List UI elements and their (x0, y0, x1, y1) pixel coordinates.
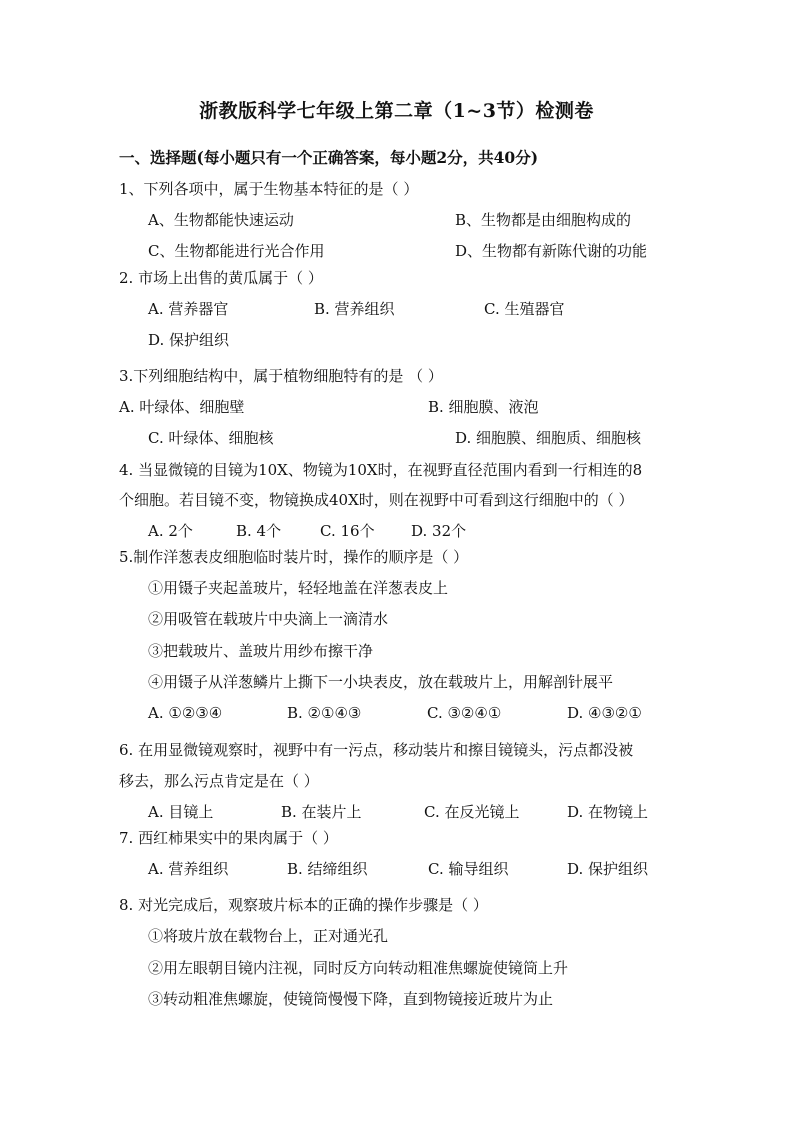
question-1-option-d: D、生物都有新陈代谢的功能 (455, 242, 648, 260)
question-8-step-1: ①将玻片放在载物台上，正对通光孔 (148, 927, 389, 945)
question-4-stem-line1: 4. 当显微镜的目镜为10X、物镜为10X时，在视野直径范围内看到一行相连的8 (119, 461, 643, 479)
question-1-stem: 1、下列各项中，属于生物基本特征的是（ ） (119, 180, 419, 198)
question-6-stem-line1: 6. 在用显微镜观察时，视野中有一污点，移动装片和擦目镜镜头，污点都没被 (119, 741, 634, 759)
question-4-stem-line2: 个细胞。若目镜不变，物镜换成40X时，则在视野中可看到这行细胞中的（ ） (119, 491, 634, 509)
section-heading: 一、选择题(每小题只有一个正确答案，每小题2分，共40分) (119, 148, 539, 167)
question-4-option-a: A. 2个 (148, 522, 193, 540)
question-5-stem: 5.制作洋葱表皮细胞临时装片时，操作的顺序是（ ） (119, 548, 469, 566)
question-3-option-a: A. 叶绿体、细胞壁 (119, 398, 245, 416)
question-2-option-b: B. 营养组织 (314, 300, 395, 318)
question-5-step-4: ④用镊子从洋葱鳞片上撕下一小块表皮，放在载玻片上，用解剖针展平 (148, 673, 614, 691)
question-2-option-d: D. 保护组织 (148, 331, 230, 349)
question-3-stem: 3.下列细胞结构中，属于植物细胞特有的是 （ ） (119, 367, 443, 385)
question-2-option-a: A. 营养器官 (148, 300, 229, 318)
page-title: 浙教版科学七年级上第二章（1~3节）检测卷 (199, 100, 594, 122)
question-2-stem: 2. 市场上出售的黄瓜属于（ ） (119, 269, 323, 287)
question-5-option-b: B. ②①④③ (287, 704, 362, 722)
question-3-option-c: C. 叶绿体、细胞核 (148, 429, 274, 447)
question-7-stem: 7. 西红柿果实中的果肉属于（ ） (119, 829, 338, 847)
question-7-option-a: A. 营养组织 (148, 860, 229, 878)
question-4-option-d: D. 32个 (411, 522, 467, 540)
question-6-option-b: B. 在装片上 (281, 803, 362, 821)
question-6-option-d: D. 在物镜上 (567, 803, 649, 821)
question-8-step-2: ②用左眼朝目镜内注视，同时反方向转动粗准焦螺旋使镜筒上升 (148, 959, 569, 977)
question-6-stem-line2: 移去，那么污点肯定是在（ ） (119, 772, 319, 790)
question-7-option-b: B. 结缔组织 (287, 860, 368, 878)
question-5-option-c: C. ③②④① (427, 704, 502, 722)
question-8-step-3: ③转动粗准焦螺旋，使镜筒慢慢下降，直到物镜接近玻片为止 (148, 990, 554, 1008)
question-7-option-c: C. 输导组织 (428, 860, 509, 878)
question-4-option-c: C. 16个 (320, 522, 375, 540)
question-5-step-1: ①用镊子夹起盖玻片，轻轻地盖在洋葱表皮上 (148, 579, 449, 597)
question-3-option-b: B. 细胞膜、液泡 (428, 398, 539, 416)
question-8-stem: 8. 对光完成后，观察玻片标本的正确的操作步骤是（ ） (119, 896, 488, 914)
question-5-step-3: ③把载玻片、盖玻片用纱布擦干净 (148, 642, 374, 660)
question-7-option-d: D. 保护组织 (567, 860, 649, 878)
question-5-option-a: A. ①②③④ (148, 704, 223, 722)
question-5-option-d: D. ④③②① (567, 704, 642, 722)
question-3-option-d: D. 细胞膜、细胞质、细胞核 (455, 429, 642, 447)
question-6-option-c: C. 在反光镜上 (424, 803, 520, 821)
question-2-option-c: C. 生殖器官 (484, 300, 565, 318)
question-6-option-a: A. 目镜上 (148, 803, 214, 821)
question-1-option-a: A、生物都能快速运动 (148, 211, 294, 229)
question-4-option-b: B. 4个 (236, 522, 282, 540)
question-5-step-2: ②用吸管在载玻片中央滴上一滴清水 (148, 610, 389, 628)
question-1-option-c: C、生物都能进行光合作用 (148, 242, 325, 260)
question-1-option-b: B、生物都是由细胞构成的 (455, 211, 632, 229)
